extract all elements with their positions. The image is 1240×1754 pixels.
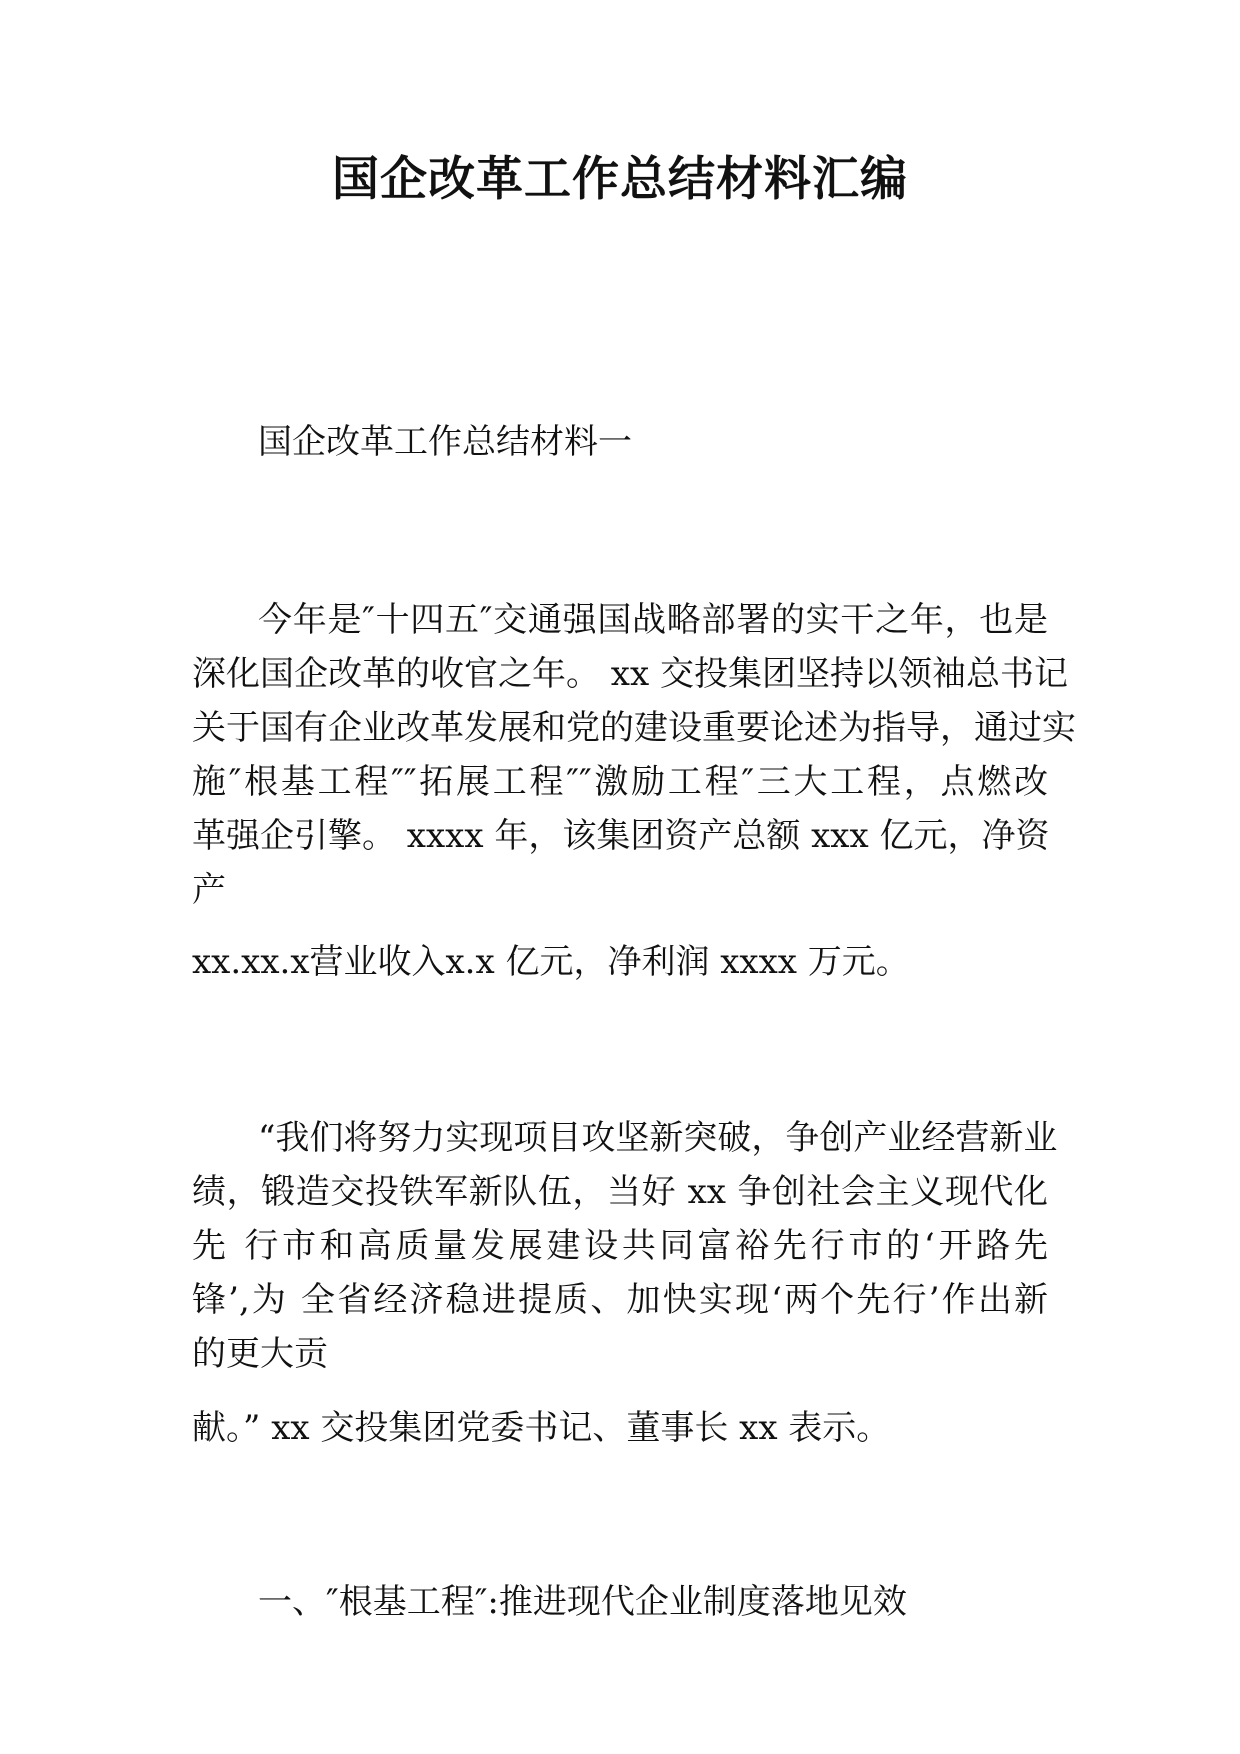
paragraph-1-line-5: 革强企引擎。 xxxx 年，该集团资产总额 xxx 亿元，净资 (192, 816, 1050, 856)
paragraph-2-line-1: “我们将努力实现项目攻坚新突破，争创产业经营新业 (258, 1118, 1058, 1158)
paragraph-1-line-6: 产 (192, 870, 226, 910)
paragraph-2-line-4: 锋’,为 全省经济稳进提质、加快实现‘两个先行’作出新 (192, 1280, 1048, 1320)
paragraph-1-line-1: 今年是″十四五″交通强国战略部署的实干之年，也是 (258, 600, 1048, 640)
document-title: 国企改革工作总结材料汇编 (332, 152, 908, 207)
section-heading: 国企改革工作总结材料一 (258, 422, 632, 462)
paragraph-2-line-2: 绩，锻造交投铁军新队伍，当好 xx 争创社会主义现代化 (192, 1172, 1048, 1212)
paragraph-1-line-4: 施″根基工程″″拓展工程″″激励工程″三大工程，点燃改 (192, 762, 1048, 802)
paragraph-1-line-3: 关于国有企业改革发展和党的建设重要论述为指导，通过实 (192, 708, 1076, 748)
paragraph-1-tail: xx.xx.x营业收入x.x 亿元，净利润 xxxx 万元。 (192, 942, 910, 982)
subheading-root-project: 一、″根基工程″:推进现代企业制度落地见效 (258, 1582, 907, 1622)
paragraph-2-tail: 献。” xx 交投集团党委书记、董事长 xx 表示。 (192, 1408, 891, 1448)
paragraph-2-line-3: 先 行市和高质量发展建设共同富裕先行市的‘开路先 (192, 1226, 1048, 1266)
paragraph-1-line-2: 深化国企改革的收官之年。 xx 交投集团坚持以领袖总书记 (192, 654, 1068, 694)
paragraph-2-line-5: 的更大贡 (192, 1334, 328, 1374)
